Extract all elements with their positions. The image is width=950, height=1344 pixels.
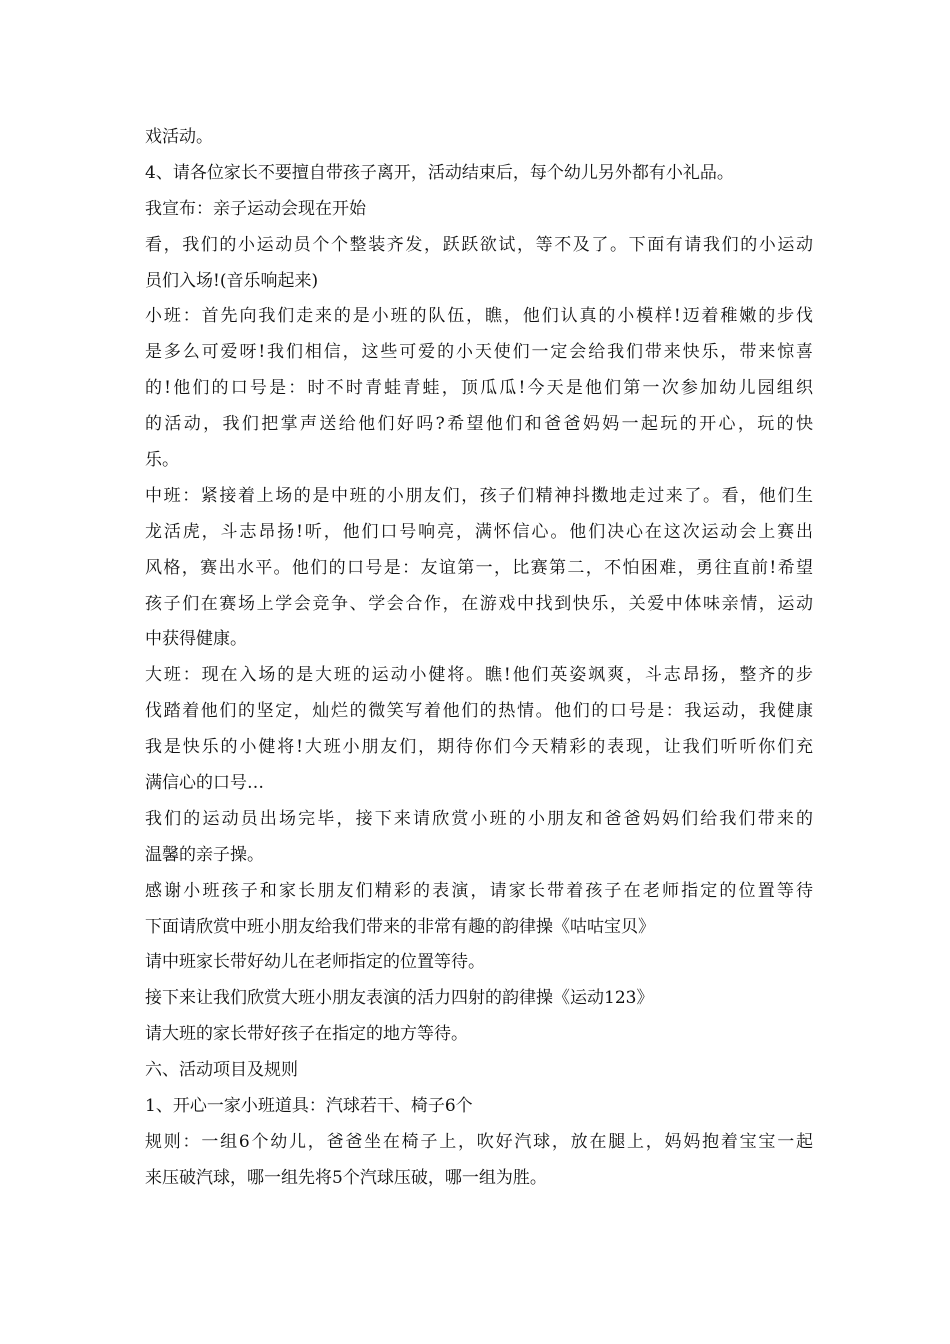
text-line: 1、开心一家小班道具：汽球若干、椅子6个 bbox=[145, 1096, 473, 1117]
text-line: 请中班家长带好幼儿在老师指定的位置等待。 bbox=[145, 952, 485, 973]
text-line: 是多么可爱呀!我们相信，这些可爱的小天使们一定会给我们带来快乐，带来惊喜 bbox=[145, 342, 813, 363]
text-line: 中班：紧接着上场的是中班的小朋友们，孩子们精神抖擞地走过来了。看，他们生 bbox=[145, 485, 813, 506]
text-line: 戏活动。 bbox=[145, 127, 213, 147]
text-line: 我是快乐的小健将!大班小朋友们，期待你们今天精彩的表现，让我们听听你们充 bbox=[145, 737, 813, 758]
text-line: 的活动，我们把掌声送给他们好吗?希望他们和爸爸妈妈一起玩的开心，玩的快 bbox=[145, 414, 813, 435]
text-line: 小班：首先向我们走来的是小班的队伍，瞧，他们认真的小模样!迈着稚嫩的步伐 bbox=[145, 306, 813, 327]
text-line: 风格，赛出水平。他们的口号是：友谊第一，比赛第二，不怕困难，勇往直前!希望 bbox=[145, 557, 813, 578]
document-body bbox=[145, 120, 813, 1197]
text-line: 请大班的家长带好孩子在指定的地方等待。 bbox=[145, 1024, 468, 1045]
text-line: 的!他们的口号是：时不时青蛙青蛙，顶瓜瓜!今天是他们第一次参加幼儿园组织 bbox=[145, 378, 813, 399]
text-line: 孩子们在赛场上学会竞争、学会合作，在游戏中找到快乐，关爱中体味亲情，运动 bbox=[145, 593, 813, 614]
text-line: 满信心的口号… bbox=[145, 773, 264, 794]
text-line: 温馨的亲子操。 bbox=[145, 844, 264, 865]
text-line: 接下来让我们欣赏大班小朋友表演的活力四射的韵律操《运动123》 bbox=[145, 988, 654, 1009]
text-line: 来压破汽球，哪一组先将5个汽球压破，哪一组为胜。 bbox=[145, 1167, 547, 1188]
text-line: 感谢小班孩子和家长朋友们精彩的表演，请家长带着孩子在老师指定的位置等待 bbox=[145, 880, 813, 901]
text-line: 下面请欣赏中班小朋友给我们带来的非常有趣的韵律操《咕咕宝贝》 bbox=[145, 916, 655, 937]
text-line: 规则：一组6个幼儿，爸爸坐在椅子上，吹好汽球，放在腿上，妈妈抱着宝宝一起 bbox=[145, 1131, 813, 1152]
text-line: 龙活虎，斗志昂扬!听，他们口号响亮，满怀信心。他们决心在这次运动会上赛出 bbox=[145, 521, 813, 542]
text-line: 4、请各位家长不要擅自带孩子离开，活动结束后，每个幼儿另外都有小礼品。 bbox=[145, 162, 734, 183]
text-line: 我们的运动员出场完毕，接下来请欣赏小班的小朋友和爸爸妈妈们给我们带来的 bbox=[145, 808, 813, 829]
text-line: 乐。 bbox=[145, 450, 179, 471]
text-line: 伐踏着他们的坚定，灿烂的微笑写着他们的热情。他们的口号是：我运动，我健康 bbox=[145, 701, 813, 722]
text-line: 我宣布：亲子运动会现在开始 bbox=[145, 198, 366, 219]
text-line: 六、活动项目及规则 bbox=[145, 1060, 298, 1081]
text-line: 看，我们的小运动员个个整装齐发，跃跃欲试，等不及了。下面有请我们的小运动 bbox=[145, 234, 813, 255]
text-line: 中获得健康。 bbox=[145, 629, 247, 650]
text-line: 员们入场!(音乐响起来) bbox=[145, 270, 319, 291]
text-line: 大班：现在入场的是大班的运动小健将。瞧!他们英姿飒爽，斗志昂扬，整齐的步 bbox=[145, 665, 813, 686]
